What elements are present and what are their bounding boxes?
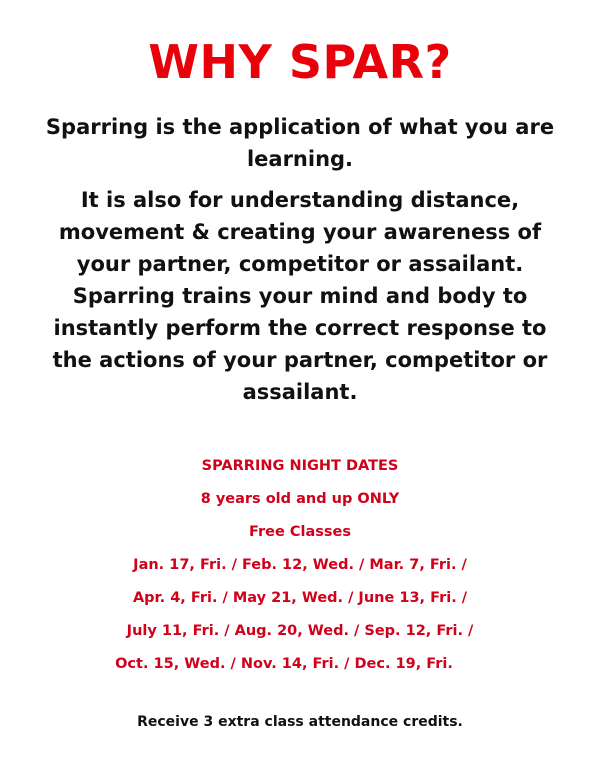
schedule-heading: SPARRING NIGHT DATES xyxy=(201,458,399,474)
price-note: Free Classes xyxy=(249,524,351,540)
footer-note: Receive 3 extra class attendance credits. xyxy=(137,714,463,730)
date-line: July 11, Fri. / Aug. 20, Wed. / Sep. 12, Fri. / xyxy=(126,623,474,639)
date-line: Jan. 17, Fri. / Feb. 12, Wed. / Mar. 7, Fri. / xyxy=(133,557,467,573)
body-paragraph: It is also for understanding distance, movement & creating your awareness of your partner, competitor or assailant. Sparring trains your mind and body to instantly perform the correct response to the actions of your partner, competitor or assailant. xyxy=(52,188,548,404)
date-line: Oct. 15, Wed. / Nov. 14, Fri. / Dec. 19, Fri. xyxy=(115,656,453,672)
age-requirement: 8 years old and up ONLY xyxy=(200,491,400,507)
intro-paragraph: Sparring is the application of what you are learning. xyxy=(45,115,555,171)
date-line: Apr. 4, Fri. / May 21, Wed. / June 13, Fri. / xyxy=(132,590,468,606)
page-title: WHY SPAR? xyxy=(148,35,452,89)
